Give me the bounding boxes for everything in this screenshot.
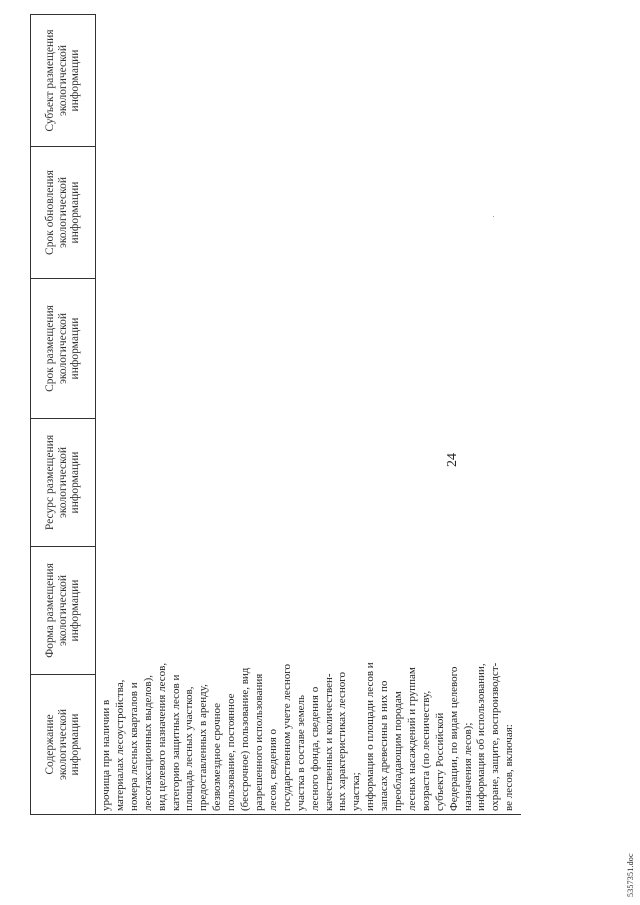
content-line: информация об использовании, [475, 663, 488, 811]
content-line: площадь лесных участков, [183, 686, 196, 811]
table-header-row [31, 15, 96, 815]
content-cell [96, 662, 522, 815]
header-content: Содержание экологической информации [31, 675, 96, 815]
content-line: информация о площади лесов и [364, 662, 377, 811]
content-line: безвозмездное срочное [211, 702, 224, 811]
content-line: номера лесных кварталов и [127, 682, 140, 811]
content-line: качественных и количествен- [322, 673, 335, 811]
content-line: лесотаксационных выделов), [141, 674, 154, 811]
content-line: лесного фонда, сведения о [308, 686, 321, 811]
content-line: разрешенного использования [252, 673, 265, 811]
content-line: возраста (по лесничеству, [419, 690, 432, 811]
content-line: пользование, постоянное [225, 693, 238, 811]
content-line: назначения лесов); [461, 722, 474, 811]
content-line: участка; [350, 772, 363, 811]
header-form: Форма размещения экологической информации [31, 547, 96, 675]
content-line: вид целевого назначения лесов, [155, 662, 168, 811]
resource-cell [96, 419, 522, 547]
placement-term-cell [96, 279, 522, 419]
content-line: ных характеристиках лесного [336, 672, 349, 811]
content-line: охране, защите, воспроизводст- [489, 662, 502, 811]
content-line: категорию защитных лесов и [169, 674, 182, 811]
content-line: урочища при наличии в [100, 699, 112, 811]
content-line: участка в составе земель [294, 694, 307, 811]
page-number: 24 [445, 453, 460, 467]
content-line: государственном учете лесного [280, 663, 293, 811]
content-line: (бессрочное) пользование, вид [239, 667, 252, 811]
content-line: преобладающим породам [392, 691, 405, 811]
environmental-info-table [30, 14, 521, 815]
header-update-term: Срок обновления экологической информации [31, 147, 96, 279]
content-lines [100, 662, 517, 812]
update-term-cell [96, 147, 522, 279]
file-name: 5357351.doc [626, 853, 635, 897]
content-line: лесов, сведения о [266, 728, 279, 811]
form-cell [96, 547, 522, 675]
header-subject: Субъект размещения экологической информации [31, 15, 96, 147]
content-line: Федерации, по видам целевого [447, 666, 460, 811]
scan-speck [493, 216, 494, 217]
header-placement-term: Срок размещения экологической информации [31, 279, 96, 419]
header-resource: Ресурс размещения экологической информации [31, 419, 96, 547]
content-line: ве лесов, включая: [503, 724, 516, 811]
content-line: запасах древесины в них по [378, 680, 391, 811]
content-line: предоставленных в аренду, [197, 684, 210, 811]
subject-cell [96, 15, 522, 147]
content-line: лесных насаждений и группам [405, 667, 418, 811]
table-row [96, 15, 522, 815]
content-line: субъекту Российской [433, 712, 446, 811]
content-line: материалах лесоустройства, [113, 679, 126, 811]
